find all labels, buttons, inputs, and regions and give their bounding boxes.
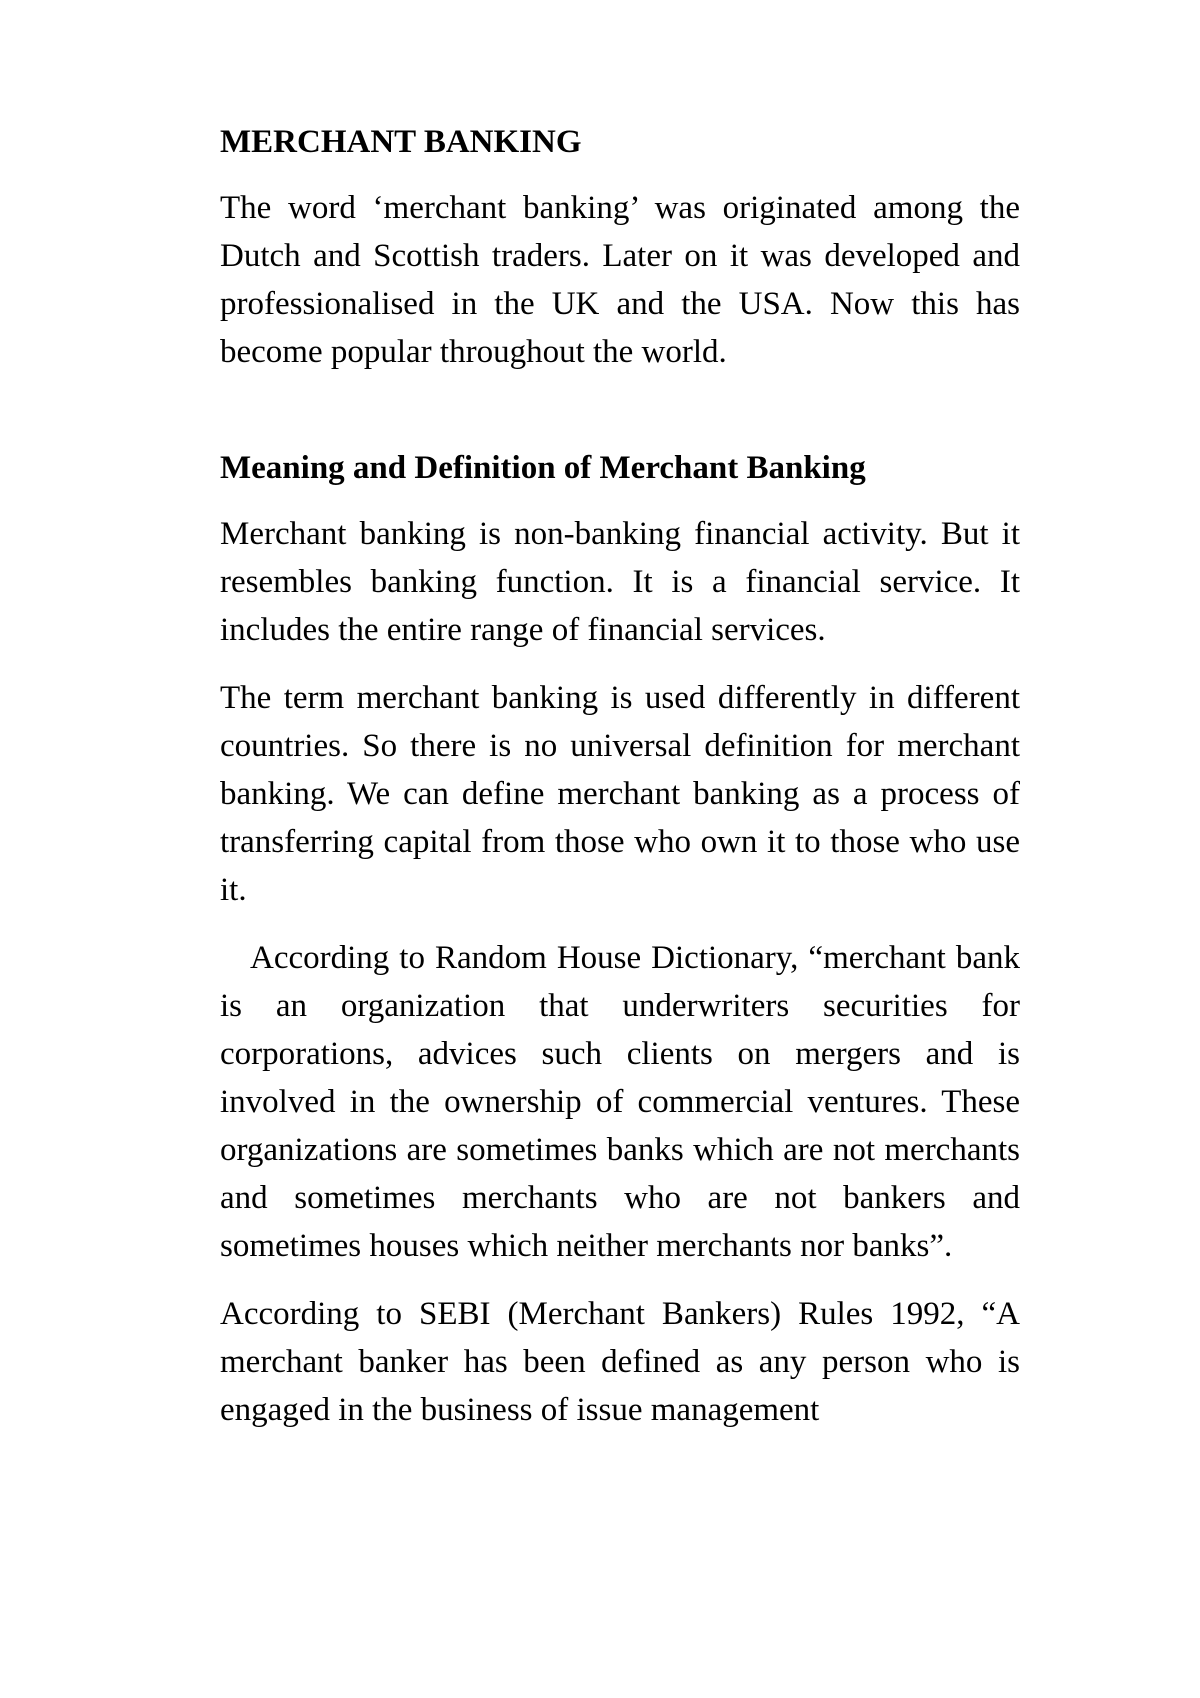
definition-paragraph-1: Merchant banking is non-banking financial activity. But it resembles banking function. It is a financial service. It includes the entire range of financial services. (220, 516, 1020, 648)
section-heading: Meaning and Definition of Merchant Banking (220, 450, 866, 486)
document-body (220, 118, 1020, 1454)
definition-paragraph-3: According to Random House Dictionary, “merchant bank is an organization that underwriters securities for corporations, advices such clients on mergers and is involved in the ownership of commercial ventures. These organizations are sometimes banks which are not merchants and sometimes merchants who are not bankers and sometimes houses which neither merchants nor banks”. (220, 940, 1020, 1264)
definition-paragraph-2: The term merchant banking is used differently in different countries. So there is no universal definition for merchant banking. We can define merchant banking as a process of transferring capital from those who own it to those who use it. (220, 680, 1020, 908)
intro-paragraph: The word ‘merchant banking’ was originated among the Dutch and Scottish traders. Later on it was developed and professionalised in the UK and the USA. Now this has become popular throughout the world. (220, 190, 1020, 370)
definition-paragraph-4: According to SEBI (Merchant Bankers) Rules 1992, “A merchant banker has been defined as any person who is engaged in the business of issue management (220, 1296, 1020, 1428)
document-title: MERCHANT BANKING (220, 124, 582, 160)
